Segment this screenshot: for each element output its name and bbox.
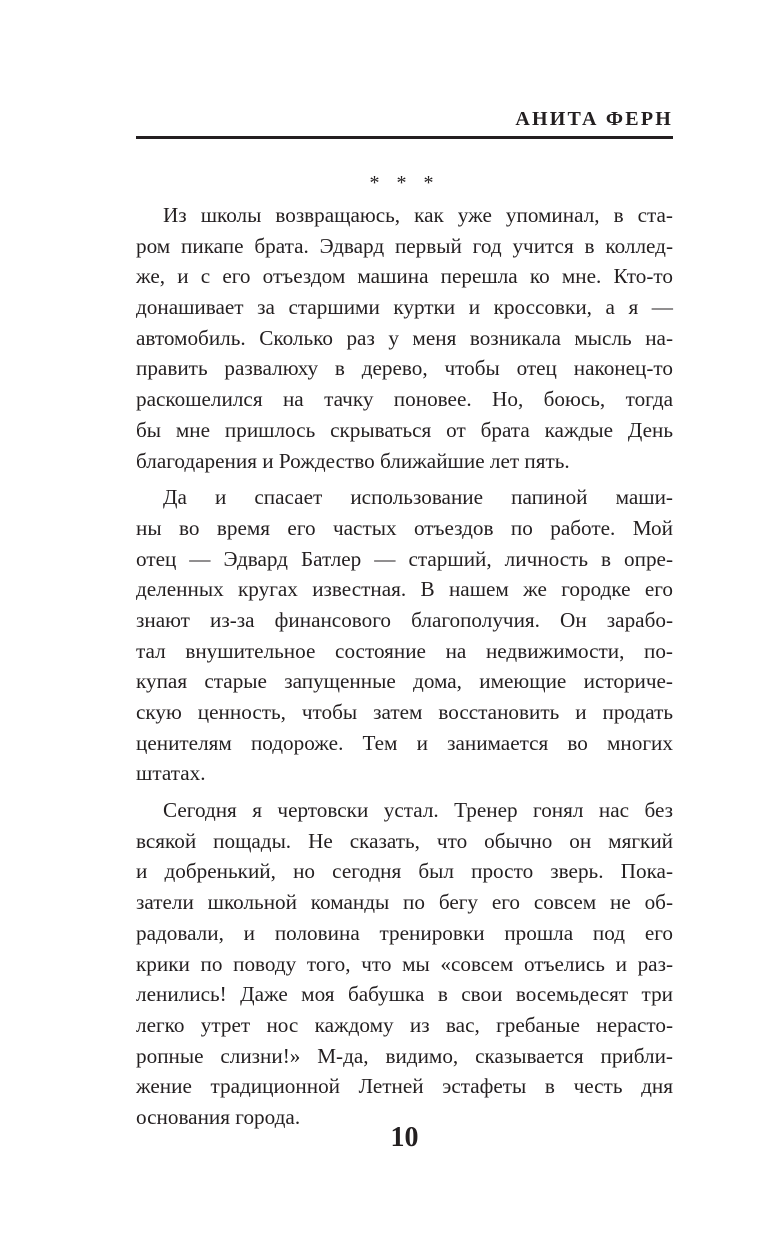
text-line: автомобиль. Сколько раз у меня возникала мысль на- xyxy=(136,325,673,350)
text-line: легко утрет нос каждому из вас, гребаные нерасто- xyxy=(136,1012,673,1037)
text-line: благодарения и Рождество ближайшие лет пять. xyxy=(136,448,570,473)
header-rule xyxy=(136,136,673,139)
text-line: раскошелился на тачку поновее. Но, боюсь, тогда xyxy=(136,387,673,412)
text-line: ром пикапе брата. Эдвард первый год учится в коллед- xyxy=(136,233,673,258)
text-line: править развалюху в дерево, чтобы отец наконец-то xyxy=(136,356,673,381)
paragraph-1 xyxy=(136,200,673,476)
text-line: ропные слизни!» М-да, видимо, сказывается прибли- xyxy=(136,1043,673,1068)
text-line: Да и спасает использование папиной маши- xyxy=(163,485,673,510)
text-line: знают из-за финансового благополучия. Он зарабо- xyxy=(136,607,673,632)
text-line: отец — Эдвард Батлер — старший, личность в опре- xyxy=(136,546,673,571)
text-line: радовали, и половина тренировки прошла под его xyxy=(136,920,673,945)
paragraph-2 xyxy=(136,482,673,789)
text-line: бы мне пришлось скрываться от брата каждые День xyxy=(136,417,673,442)
text-line: основания города. xyxy=(136,1104,301,1129)
text-line: ны во время его частых отъездов по работе. Мой xyxy=(136,515,673,540)
text-line: же, и с его отъездом машина перешла ко мне. Кто-то xyxy=(136,264,673,289)
text-line: тал внушительное состояние на недвижимости, по- xyxy=(136,638,673,663)
page-number: 10 xyxy=(390,1122,419,1153)
text-line: Сегодня я чертовски устал. Тренер гонял нас без xyxy=(163,798,673,823)
text-line: затели школьной команды по бегу его совсем не об- xyxy=(136,890,673,915)
text-line: и добренький, но сегодня был просто зверь. Пока- xyxy=(136,859,673,884)
text-line: деленных кругах известная. В нашем же городке его xyxy=(136,577,673,602)
paragraph-3 xyxy=(136,795,673,1133)
text-line: крики по поводу того, что мы «совсем отъелись и раз- xyxy=(136,951,673,976)
text-line: ценителям подороже. Тем и занимается во многих xyxy=(136,730,673,755)
text-line: донашивает за старшими куртки и кроссовки, а я — xyxy=(136,295,673,320)
text-line: скую ценность, чтобы затем восстановить и продать xyxy=(136,700,673,724)
text-line: всякой пощады. Не сказать, что обычно он мягкий xyxy=(136,828,673,853)
text-line: купая старые запущенные дома, имеющие историче- xyxy=(136,669,673,694)
text-line: жение традиционной Летней эстафеты в честь дня xyxy=(136,1074,673,1099)
section-break-asterisks: * * * xyxy=(369,172,440,194)
running-head-author: АНИТА ФЕРН xyxy=(515,108,673,130)
text-line: ленились! Даже моя бабушка в свои восемьдесят три xyxy=(136,982,673,1007)
text-line: Из школы возвращаюсь, как уже упоминал, в ста- xyxy=(163,203,673,227)
text-line: штатах. xyxy=(136,761,206,786)
body-text xyxy=(136,200,673,1133)
